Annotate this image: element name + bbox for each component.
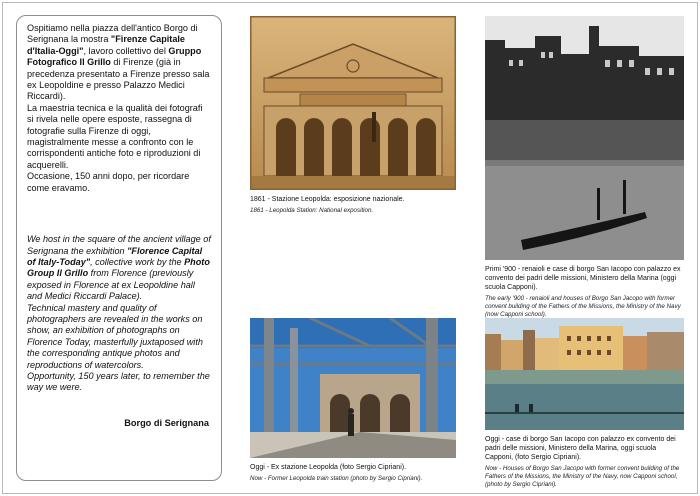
it-intro-3: di Firenze (già in precedenza presentato a Firenze presso sala ex Leopoldine e presso Palazzo Medici Riccardi). [27, 57, 210, 102]
en-exhibition-title: "Florence Capital of Italy-Today" [27, 245, 203, 267]
it-intro: Ospitiamo nella piazza dell'antico Borgo di Serignana la mostra [27, 23, 198, 45]
en-intro-3: from Florence (previously exposed in Florence at ex Leopoldine hall and Medici Riccardi Palace). [27, 268, 195, 302]
english-text [27, 234, 211, 394]
en-paragraph-3: Opportunity, 150 years later, to remember the way we were. [27, 370, 210, 393]
caption-borgo-1900 [485, 265, 685, 319]
en-intro: We host in the square of the ancient village of Serignana the exhibition [27, 234, 211, 256]
italian-text [27, 23, 211, 194]
it-group-name: Gruppo Fotografico Il Grillo [27, 45, 202, 68]
caption-leopolda-1861 [250, 195, 456, 215]
caption-leopolda-today [250, 463, 456, 483]
caption-en: 1861 - Leopolda Station: National exposition. [250, 207, 374, 214]
it-paragraph-3: Occasione, 150 anni dopo, per ricordare come eravamo. [27, 171, 190, 193]
en-group-name: Photo Group Il Grillo [27, 256, 210, 279]
caption-it: Oggi - Ex stazione Leopolda (foto Sergio Cipriani). [250, 464, 407, 471]
photo-leopolda-today [250, 318, 456, 458]
en-intro-2: , collective work by the [90, 256, 185, 267]
caption-en: Now - Former Leopolda train station (photo by Sergio Cipriani). [250, 475, 423, 482]
photo-borgo-1900 [485, 16, 684, 260]
signature: Borgo di Serignana [124, 418, 209, 428]
caption-borgo-today [485, 435, 685, 489]
caption-en: Now - Houses of Borgo San Jacopo with former convent building of the Fathers of the Missions, the Ministry of the Navy, now Capponi school, (photo by Sergio Cipriani). [485, 465, 680, 488]
it-paragraph-2: La maestria tecnica e la qualità dei fotografi si rivela nelle opere esposte, rassegna di fotografie sulla Firenze di oggi, magistralmente messe a confronto con le corrispondenti antiche foto e riproduzioni di acquerelli. [27, 102, 203, 170]
it-intro-2: , lavoro collettivo del [83, 45, 169, 56]
caption-it: Oggi - case di borgo San Iacopo con palazzo ex convento dei padri delle missioni, Ministero della Marina, oggi scuola Capponi, (foto Sergio Cipriani). [485, 436, 676, 461]
caption-en: The early '900 - renaioli and houses of Borgo San Jacopo with former convent building of the Fathers of the Missions, the Ministry of the Navy (now Capponi school). [485, 295, 681, 318]
caption-it: Primi '900 - renaioli e case di borgo San Iacopo con palazzo ex convento dei padri delle missioni, Ministero della Marina (oggi scuola Capponi). [485, 266, 681, 291]
it-exhibition-title: "Firenze Capitale d'Italia-Oggi" [27, 34, 185, 56]
en-paragraph-2: Technical mastery and quality of photographers are revealed in the works on show, an exhibition of photographs on Florence Today, masterfully juxtaposed with the corresponding antique photos and reproductions of watercolors. [27, 302, 203, 370]
caption-it: 1861 - Stazione Leopolda: esposizione nazionale. [250, 196, 405, 203]
text-box [16, 15, 222, 481]
photo-borgo-today [485, 318, 684, 430]
photo-leopolda-1861 [250, 16, 456, 190]
